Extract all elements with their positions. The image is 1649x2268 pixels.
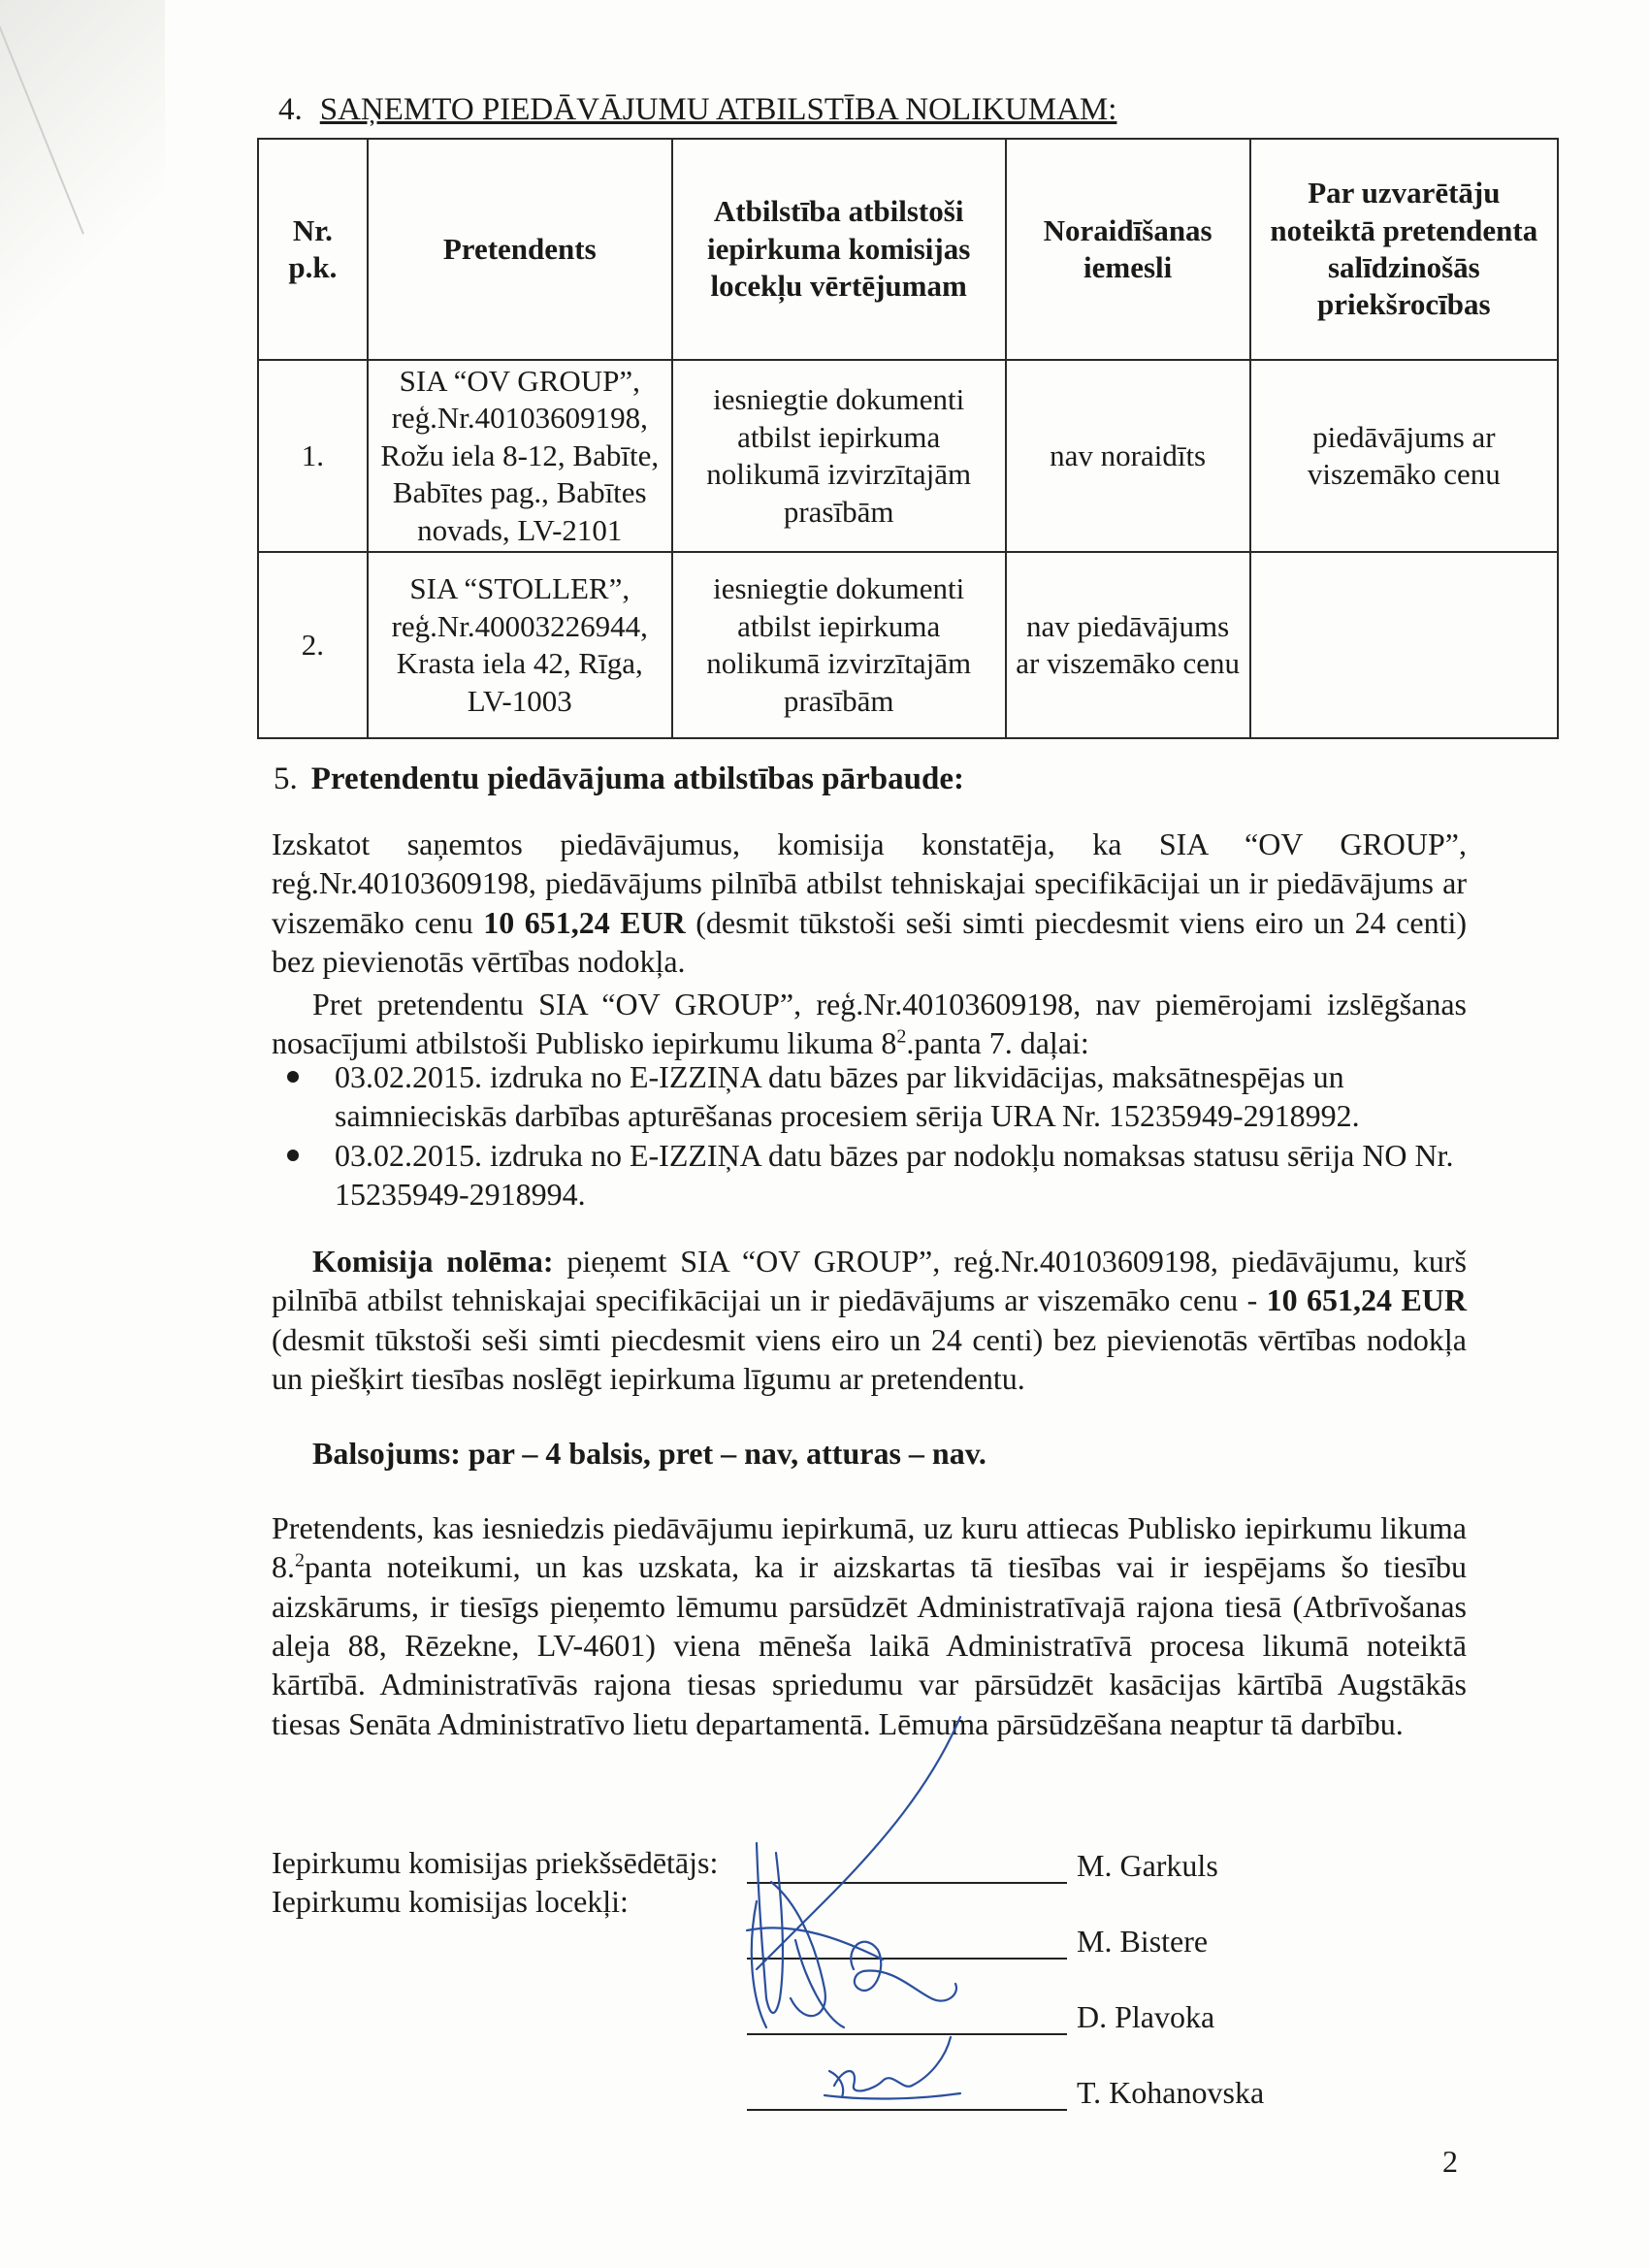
signer-name: D. Plavoka <box>1077 1999 1215 2034</box>
table-row <box>258 552 1558 738</box>
evidence-list <box>281 1057 1467 1214</box>
cell-prieksrocibas: piedāvājums ar viszemāko cenu <box>1250 360 1558 552</box>
amount-highlight: 10 651,24 EUR <box>1266 1282 1468 1318</box>
paragraph-appeal-text-a: Pretendents, kas iesniedzis piedāvājumu iepirkumā, uz kuru attiecas Publisko iepirkumu likuma 8. <box>272 1510 1467 1585</box>
header-atbilstiba: Atbilstība atbilstoši iepirkuma komisijas locekļu vērtējumam <box>672 139 1006 360</box>
paragraph-decision-text-b: (desmit tūkstoši seši simti piecdesmit viens eiro un 24 centi) bez pievienotās vērtības nodokļa un piešķirt tiesības noslēgt iepirkuma līgumu ar pretendentu. <box>272 1321 1467 1396</box>
superscript: 2 <box>896 1025 907 1048</box>
paragraph-exclusion-text-b: .panta 7. daļai: <box>906 1025 1089 1061</box>
bullet-icon <box>287 1150 299 1161</box>
section-4-title: SAŅEMTO PIEDĀVĀJUMU ATBILSTĪBA NOLIKUMAM: <box>319 92 1117 127</box>
signer-name: M. Garkuls <box>1077 1848 1218 1883</box>
cell-atbilstiba: iesniegtie dokumenti atbilst iepirkuma nolikumā izvirzītajām prasībām <box>672 552 1006 738</box>
paragraph-exclusion-text-a: Pret pretendentu SIA “OV GROUP”, reģ.Nr.40103609198, nav piemērojami izslēgšanas nosacījumi atbilstoši Publisko iepirkumu likuma 8 <box>272 987 1467 1061</box>
paragraph-vote: Balsojums: par – 4 balsis, pret – nav, atturas – nav. <box>312 1436 986 1471</box>
cell-prieksrocibas <box>1250 552 1558 738</box>
amount-highlight: 10 651,24 EUR <box>483 904 686 940</box>
section-4-number: 4. <box>278 92 303 127</box>
table-header-row <box>258 139 1558 360</box>
signature-labels <box>272 1843 718 1922</box>
page-number: 2 <box>1442 2144 1458 2179</box>
cell-noraidisanas: nav noraidīts <box>1006 360 1250 552</box>
list-item <box>281 1057 1467 1136</box>
header-noraidisanas: Noraidīšanas iemesli <box>1006 139 1250 360</box>
list-item-text: 03.02.2015. izdruka no E-IZZIŅA datu bāzes par likvidācijas, maksātnespējas un saimnieciskās darbības apturēšanas procesiem sērija URA Nr. 15235949-2918992. <box>335 1059 1360 1134</box>
paragraph-compliance <box>272 825 1467 981</box>
chair-label: Iepirkumu komisijas priekšsēdētājs: <box>272 1845 719 1880</box>
section-5-number: 5. <box>274 761 298 796</box>
header-prieksrocibas: Par uzvarētāju noteiktā pretendenta salīdzinošās priekšrocības <box>1250 139 1558 360</box>
decision-label: Komisija nolēma: <box>312 1244 554 1279</box>
section-4-heading <box>278 92 1116 128</box>
cell-nr: 1. <box>258 360 368 552</box>
signer-name: T. Kohanovska <box>1077 2075 1265 2110</box>
header-pretendents: Pretendents <box>368 139 672 360</box>
cell-pretendents: SIA “STOLLER”, reģ.Nr.40003226944, Krasta iela 42, Rīga, LV-1003 <box>368 552 672 738</box>
paragraph-exclusion <box>272 985 1467 1063</box>
superscript: 2 <box>295 1549 305 1571</box>
paragraph-appeal-text-b: panta noteikumi, un kas uzskata, ka ir aizskartas tā tiesības vai ir iespējams šo tiesību aizskārums, ir tiesīgs pieņemto lēmumu parsūdzēt Administratīvajā rajona tiesā (Atbrīvošanas aleja 88, Rēzekne, LV-4601) viena mēneša laikā Administratīvā procesa likumā noteiktā kārtībā. Administratīvās rajona tiesas spriedumu var pārsūdzēt kasācijas kārtībā Augstākās tiesas Senāta Administratīvo lietu departamentā. Lēmuma pārsūdzēšana neaptur tā darbību. <box>272 1549 1467 1741</box>
paragraph-decision-text-a: pieņemt SIA “OV GROUP”, reģ.Nr.40103609198, piedāvājumu, kurš pilnībā atbilst tehniskajai specifikācijai un ir piedāvājums ar viszemāko cenu - <box>272 1244 1468 1318</box>
signer-name: M. Bistere <box>1077 1924 1209 1959</box>
section-5-title: Pretendentu piedāvājuma atbilstības pārbaude: <box>310 761 964 796</box>
members-label: Iepirkumu komisijas locekļi: <box>272 1884 629 1920</box>
cell-nr: 2. <box>258 552 368 738</box>
offers-table <box>257 138 1559 739</box>
paragraph-compliance-text-b: (desmit tūkstoši seši simti piecdesmit viens eiro un 24 centi) bez pievienotās vērtības nodokļa. <box>272 904 1468 979</box>
list-item-text: 03.02.2015. izdruka no E-IZZIŅA datu bāzes par nodokļu nomaksas statusu sērija NO Nr. 15235949-2918994. <box>335 1137 1454 1212</box>
paragraph-compliance-text-a: Izskatot saņemtos piedāvājumus, komisija konstatēja, ka SIA “OV GROUP”, reģ.Nr.40103609198, piedāvājums pilnībā atbilst tehniskajai specifikācijai un ir piedāvājums ar viszemāko cenu <box>272 826 1467 940</box>
cell-pretendents: SIA “OV GROUP”, reģ.Nr.40103609198, Rožu iela 8-12, Babīte, Babītes pag., Babītes novads, LV-2101 <box>368 360 672 552</box>
header-nr: Nr. p.k. <box>258 139 368 360</box>
paragraph-decision <box>272 1242 1467 1398</box>
list-item <box>281 1136 1467 1215</box>
table-row <box>258 360 1558 552</box>
bullet-icon <box>287 1071 299 1083</box>
cell-noraidisanas: nav piedāvājums ar viszemāko cenu <box>1006 552 1250 738</box>
scan-corner-shadow <box>0 0 165 349</box>
cell-atbilstiba: iesniegtie dokumenti atbilst iepirkuma nolikumā izvirzītajām prasībām <box>672 360 1006 552</box>
handwritten-signatures <box>737 1707 1009 2115</box>
section-5-heading <box>274 761 964 797</box>
